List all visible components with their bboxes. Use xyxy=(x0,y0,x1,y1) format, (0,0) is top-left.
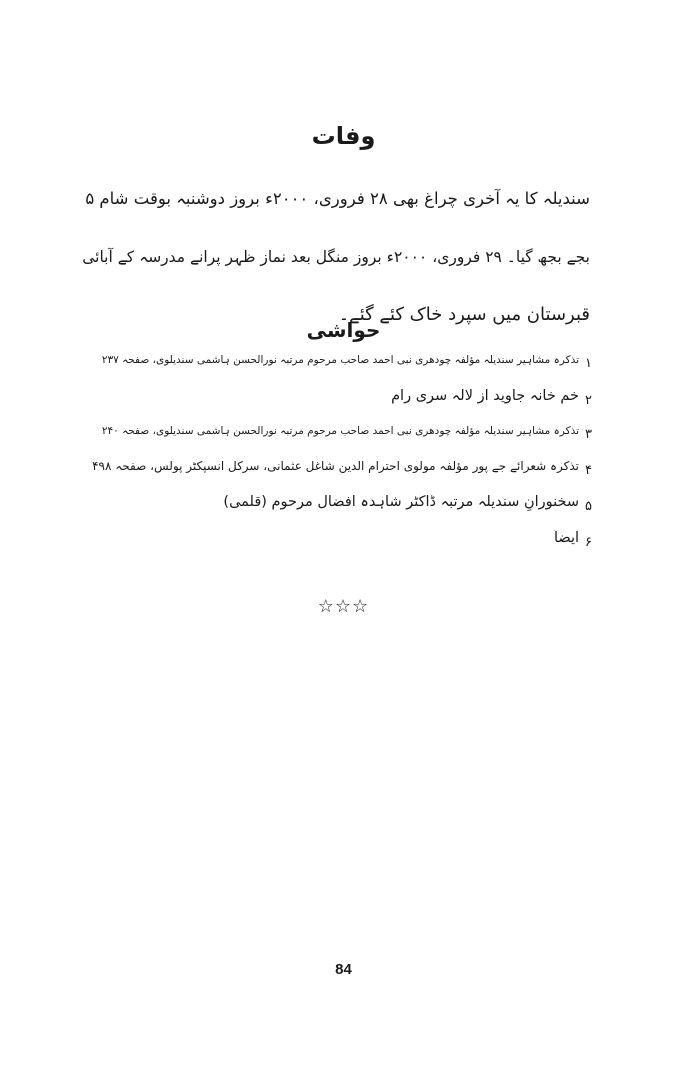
footnote-text: تذکرہ مشاہیر سندیلہ مؤلفہ چودھری نبی احمد صاحب مرحوم مرتبہ نورالحسن ہاشمی سندیلوی، صفحہ ۲۳۷ xyxy=(101,354,580,366)
footnote xyxy=(82,388,592,424)
footnote xyxy=(82,352,592,388)
footnote-number: ۵ xyxy=(585,499,592,514)
footnote xyxy=(82,530,592,566)
footnotes-heading: حواشی xyxy=(306,318,381,342)
paragraph-line: سندیلہ کا یہ آخری چراغ بھی ۲۸ فروری، ۲۰۰۰ء بروز دوشنبہ بوقت شام ۵ xyxy=(85,189,590,208)
footnote xyxy=(82,494,592,530)
page-number: 84 xyxy=(335,961,352,978)
footnote xyxy=(82,423,592,459)
section-heading: وفات xyxy=(311,122,376,150)
footnote-number: ۴ xyxy=(585,462,592,478)
footnote-number: ۶ xyxy=(585,534,592,550)
footnote-text: تذکرہ شعرائے جے پور مؤلفہ مولوی احترام الدین شاغل عثمانی، سرکل انسپکٹر پولس، صفحہ ۴۹۸ xyxy=(92,458,580,473)
footnote-text: ایضاً xyxy=(553,529,580,546)
footnote-number: ۱ xyxy=(585,356,592,371)
paragraph-line: قبرستان میں سپرد خاک کئے گئے۔ xyxy=(338,304,590,325)
footnote-text: خم خانہ جاوید از لالہ سری رام xyxy=(391,387,580,404)
footnote xyxy=(82,459,592,495)
footnote-number: ۲ xyxy=(585,392,592,408)
footnotes-list xyxy=(82,352,592,565)
star-ornament: ☆☆☆ xyxy=(317,596,370,617)
footnote-text: تذکرہ مشاہیر سندیلہ مؤلفہ چودھری نبی احمد صاحب مرحوم مرتبہ نورالحسن ہاشمی سندیلوی، صفحہ ۲۴۰ xyxy=(101,425,580,437)
footnote-text: سخنورانِ سندیلہ مرتبہ ڈاکٹر شاہدہ افضال مرحوم (قلمی) xyxy=(223,494,580,510)
footnote-number: ۳ xyxy=(585,427,592,442)
paragraph-line: بجے بجھ گیا۔ ۲۹ فروری، ۲۰۰۰ء بروز منگل بعد نماز ظہر پرانے مدرسہ کے آبائی xyxy=(82,248,590,266)
